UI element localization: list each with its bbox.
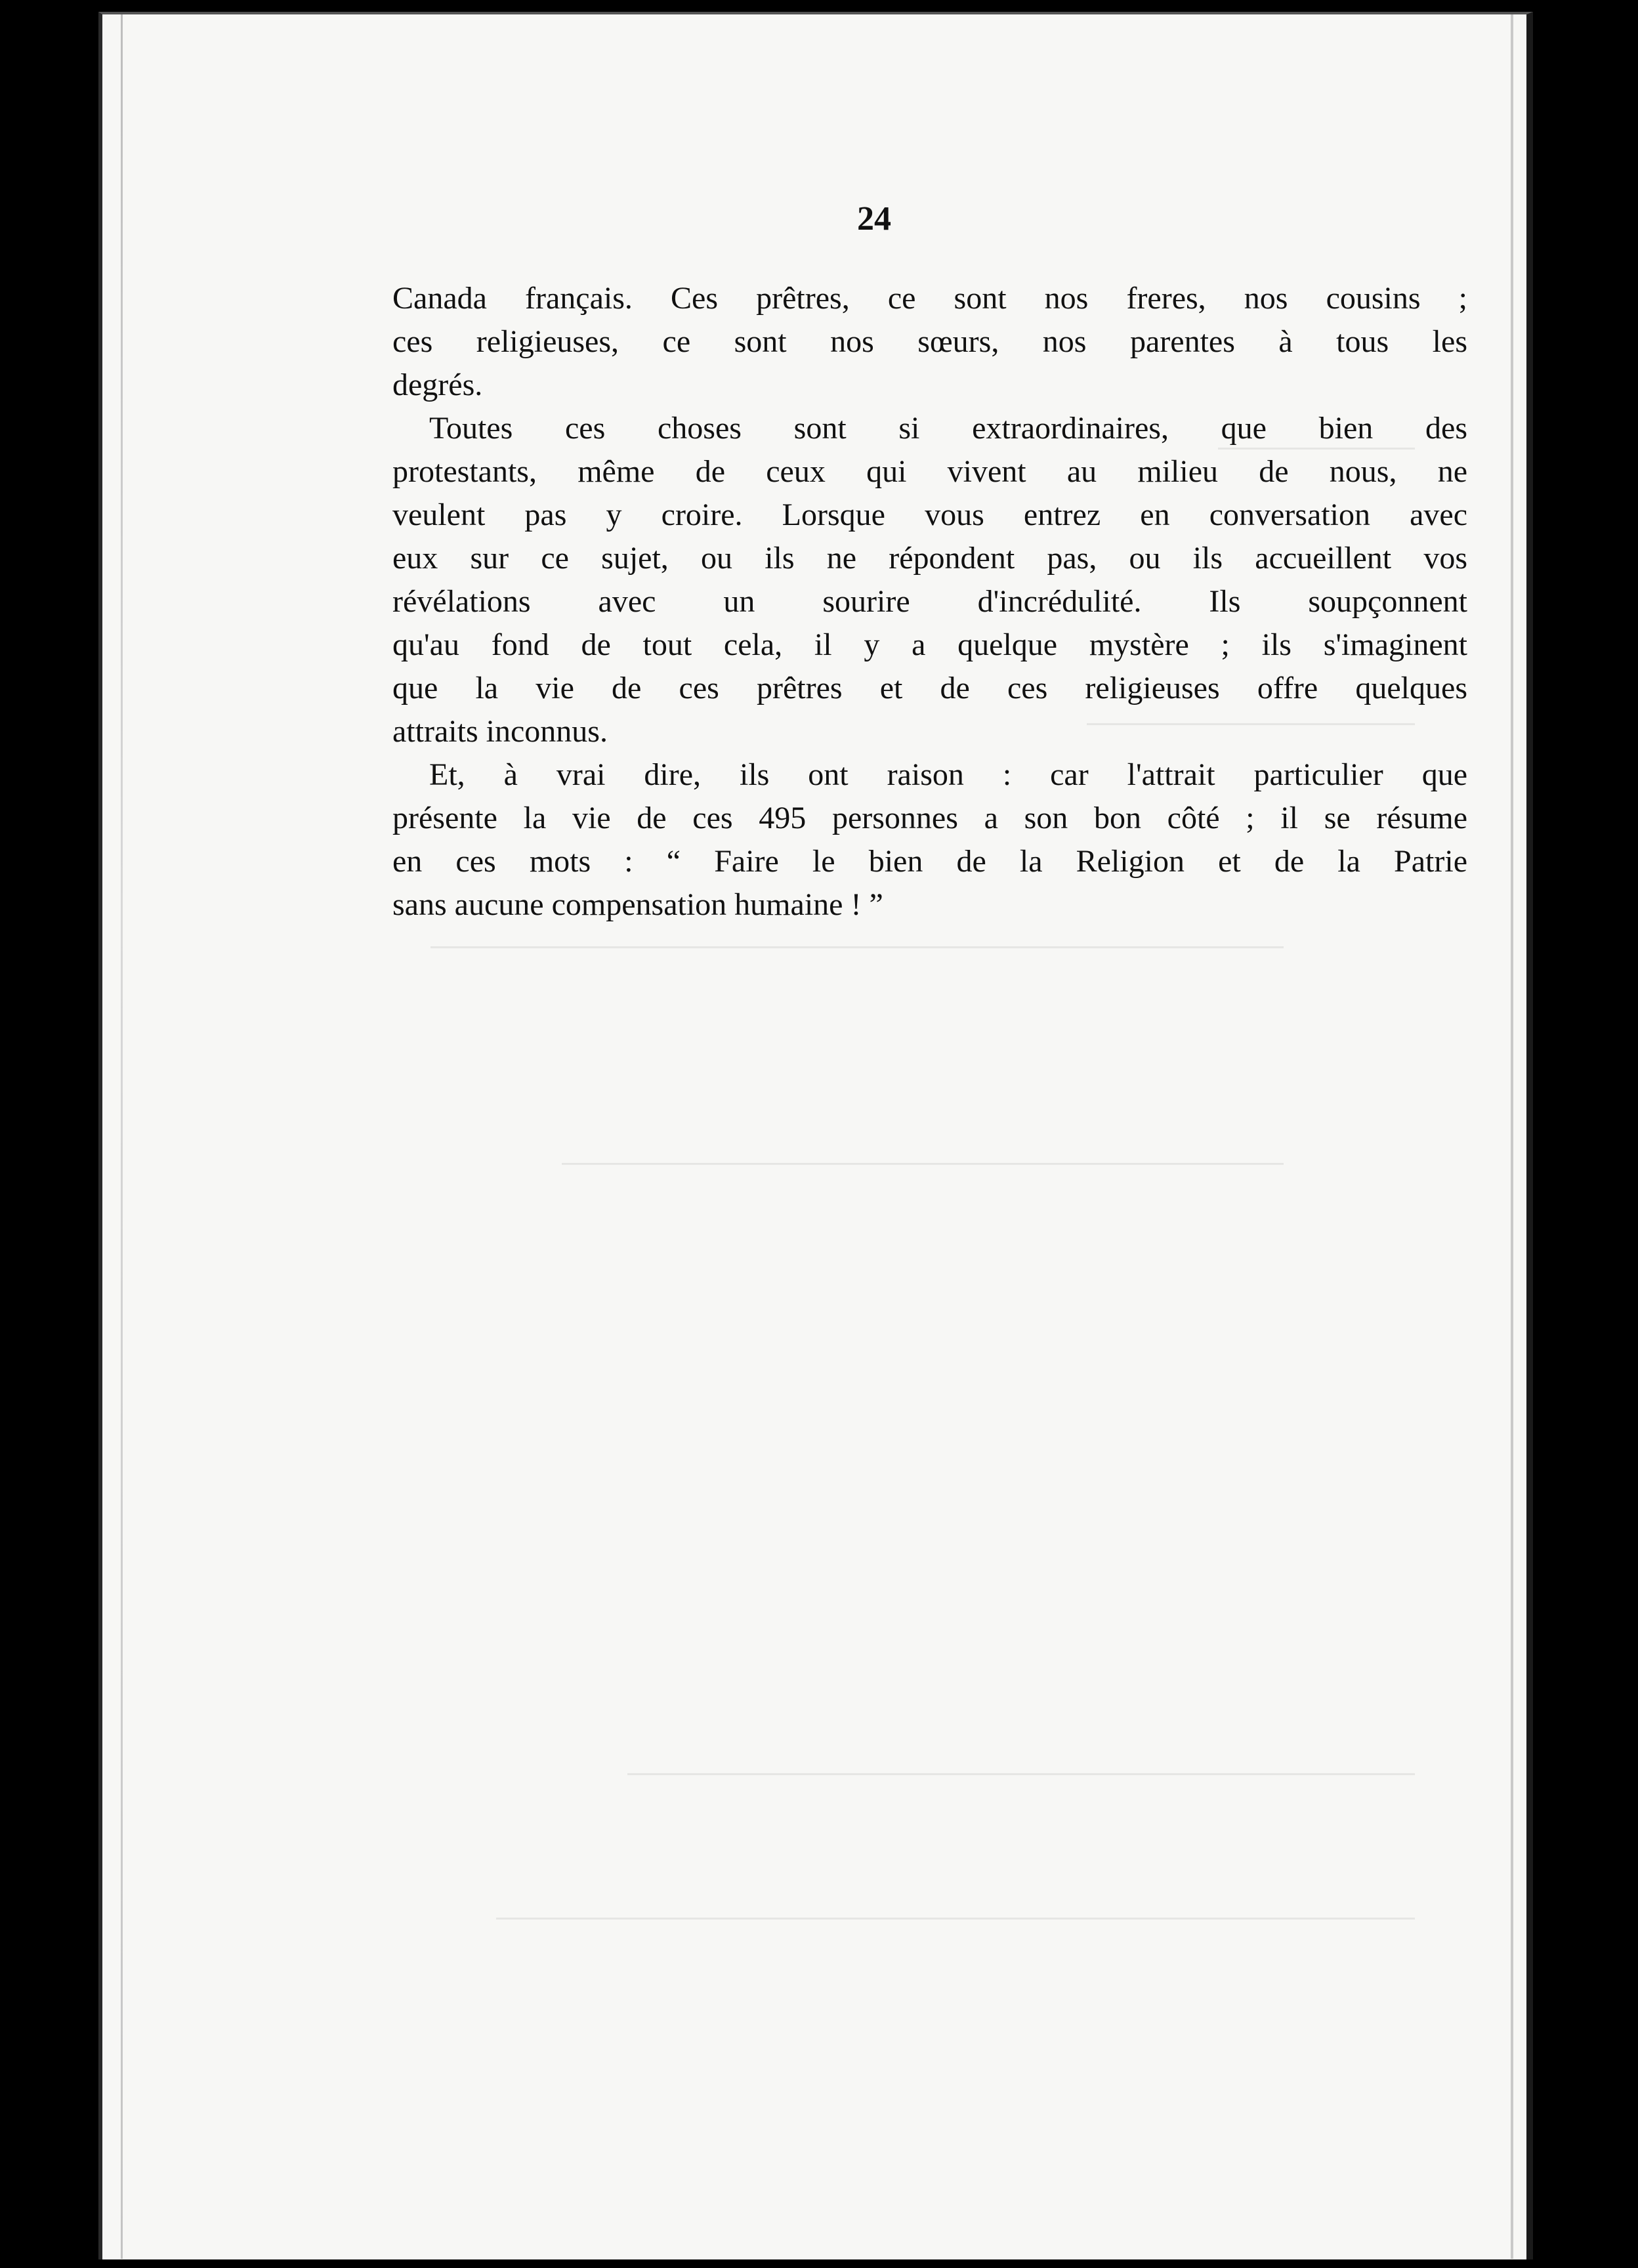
text-line: en ces mots : “ Faire le bien de la Religion et de la Patrie — [392, 844, 1467, 879]
scan-border-right — [1533, 0, 1638, 2268]
text-line: degrés. — [392, 368, 483, 402]
text-line: attraits inconnus. — [392, 714, 608, 749]
bleed-through-mark — [627, 1773, 1415, 1775]
page-edge-line — [1511, 14, 1513, 2259]
text-line: veulent pas y croire. Lorsque vous entrez en conversation avec — [392, 497, 1467, 532]
text-line: eux sur ce sujet, ou ils ne répondent pas, ou ils accueillent vos — [392, 541, 1467, 576]
paragraph — [392, 277, 1467, 407]
text-line: présente la vie de ces 495 personnes a son bon côté ; il se résume — [392, 801, 1467, 835]
bleed-through-mark — [430, 946, 1284, 948]
bleed-through-mark — [496, 1918, 1415, 1920]
bleed-through-mark — [562, 1163, 1284, 1165]
text-line: sans aucune compensation humaine ! ” — [392, 887, 883, 922]
text-line: protestants, même de ceux qui vivent au milieu de nous, ne — [392, 454, 1467, 489]
text-line: qu'au fond de tout cela, il y a quelque mystère ; ils s'imaginent — [392, 627, 1467, 662]
paragraph — [392, 753, 1467, 927]
text-line: Toutes ces choses sont si extraordinaires, que bien des — [429, 411, 1467, 446]
page-number: 24 — [857, 200, 891, 238]
text-line: révélations avec un sourire d'incrédulité. Ils soupçonnent — [392, 584, 1467, 619]
text-line: Canada français. Ces prêtres, ce sont nos freres, nos cousins ; — [392, 281, 1467, 316]
scan-border-left — [0, 0, 98, 2268]
text-line: Et, à vrai dire, ils ont raison : car l'attrait particulier que — [429, 757, 1467, 792]
page-fold-line — [121, 14, 123, 2259]
paragraph — [392, 407, 1467, 753]
body-text — [392, 277, 1467, 927]
text-line: ces religieuses, ce sont nos sœurs, nos parentes à tous les — [392, 324, 1467, 359]
book-page — [98, 12, 1533, 2259]
text-line: que la vie de ces prêtres et de ces religieuses offre quelques — [392, 671, 1467, 705]
